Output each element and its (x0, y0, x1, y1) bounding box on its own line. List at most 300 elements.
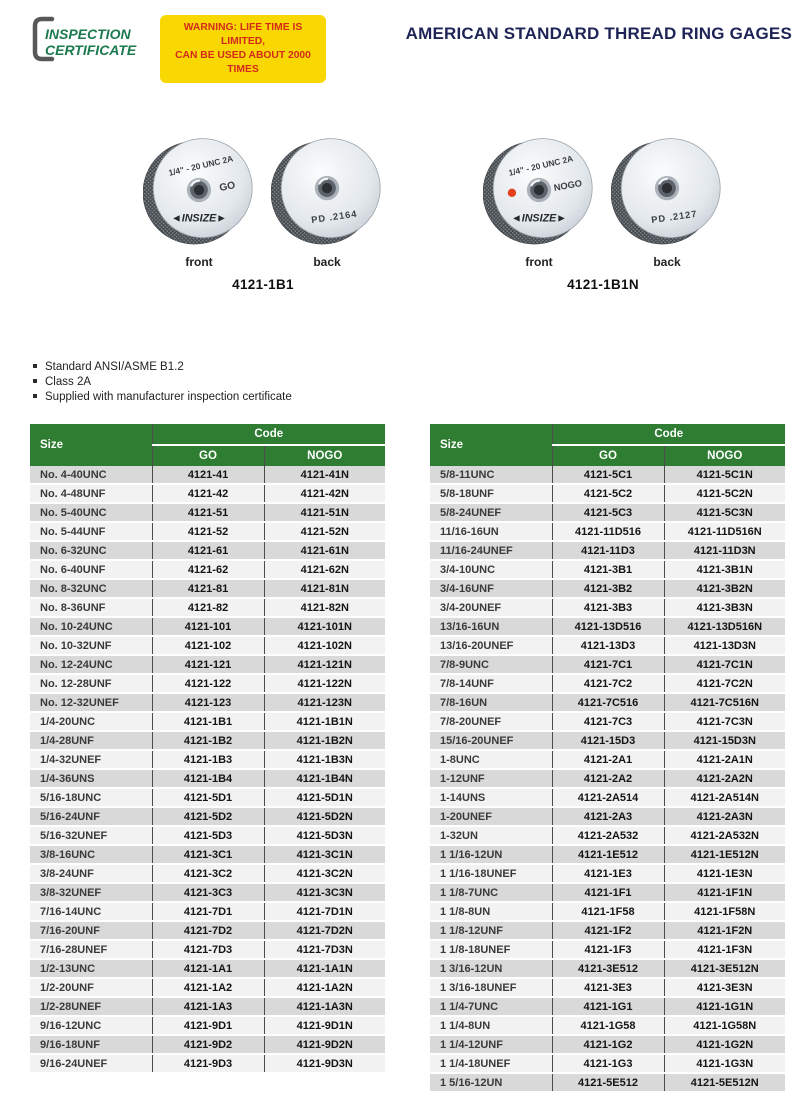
nogo-code-cell: 4121-1G3N (664, 1054, 785, 1073)
size-cell: 9/16-12UNC (30, 1016, 152, 1035)
table-row (430, 940, 785, 959)
feature-item (33, 390, 292, 405)
table-row (30, 617, 385, 636)
size-cell: 15/16-20UNEF (430, 731, 552, 750)
logo-text-line1: INSPECTION (45, 26, 131, 42)
size-cell: 1-32UN (430, 826, 552, 845)
nogo-code-cell: 4121-61N (264, 541, 385, 560)
nogo-code-cell: 4121-1F3N (664, 940, 785, 959)
go-code-cell: 4121-62 (152, 560, 264, 579)
size-cell: 1 1/4-7UNC (430, 997, 552, 1016)
thread-spec-engraving: 1/4" - 20 UNC 2A (167, 153, 235, 178)
pitch-diameter-engraving: PD .2127 (650, 208, 698, 226)
table-row (30, 674, 385, 693)
table-row (30, 864, 385, 883)
logo-text-line2: CERTIFICATE (45, 42, 137, 58)
go-code-cell: 4121-3C3 (152, 883, 264, 902)
table-row (430, 959, 785, 978)
table-row (430, 541, 785, 560)
nogo-code-cell: 4121-52N (264, 522, 385, 541)
table-row (30, 921, 385, 940)
go-gage-front-photo (143, 134, 255, 269)
size-column-header: Size (430, 424, 552, 466)
size-cell: 1/4-36UNS (30, 769, 152, 788)
size-cell: 7/16-20UNF (30, 921, 152, 940)
back-caption: back (313, 255, 341, 269)
size-cell: No. 12-28UNF (30, 674, 152, 693)
go-code-cell: 4121-9D1 (152, 1016, 264, 1035)
nogo-code-cell: 4121-5E512N (664, 1073, 785, 1092)
go-code-cell: 4121-2A2 (552, 769, 664, 788)
nogo-code-cell: 4121-7C516N (664, 693, 785, 712)
nogo-code-cell: 4121-3C1N (264, 845, 385, 864)
nogo-code-cell: 4121-7C2N (664, 674, 785, 693)
nogo-code-cell: 4121-7D3N (264, 940, 385, 959)
go-code-cell: 4121-52 (152, 522, 264, 541)
nogo-code-cell: 4121-51N (264, 503, 385, 522)
table-row (430, 1054, 785, 1073)
size-cell: 5/8-18UNF (430, 484, 552, 503)
nogo-code-cell: 4121-9D3N (264, 1054, 385, 1073)
size-column-header: Size (30, 424, 152, 466)
go-code-cell: 4121-7D1 (152, 902, 264, 921)
table-row (430, 902, 785, 921)
table-row (430, 921, 785, 940)
table-row (30, 1035, 385, 1054)
size-cell: 13/16-16UN (430, 617, 552, 636)
nogo-code-cell: 4121-11D3N (664, 541, 785, 560)
nogo-code-cell: 4121-7D1N (264, 902, 385, 921)
table-row (30, 579, 385, 598)
size-cell: 1 1/4-12UNF (430, 1035, 552, 1054)
size-cell: 1 1/8-12UNF (430, 921, 552, 940)
table-row (30, 598, 385, 617)
table-row (430, 674, 785, 693)
size-cell: 1-8UNC (430, 750, 552, 769)
go-code-cell: 4121-1A3 (152, 997, 264, 1016)
table-row (430, 617, 785, 636)
table-row (430, 522, 785, 541)
nogo-code-cell: 4121-81N (264, 579, 385, 598)
lifetime-warning-badge (160, 15, 326, 83)
nogo-code-cell: 4121-5D2N (264, 807, 385, 826)
size-cell: 9/16-24UNEF (30, 1054, 152, 1073)
nogo-code-cell: 4121-1G58N (664, 1016, 785, 1035)
size-cell: No. 10-32UNF (30, 636, 152, 655)
size-cell: 5/8-24UNEF (430, 503, 552, 522)
table-row (30, 1054, 385, 1073)
table-row (430, 1035, 785, 1054)
table-row (430, 750, 785, 769)
nogo-code-cell: 4121-1B4N (264, 769, 385, 788)
table-row (30, 807, 385, 826)
nogo-code-cell: 4121-2A1N (664, 750, 785, 769)
nogo-code-cell: 4121-2A3N (664, 807, 785, 826)
go-code-cell: 4121-1A1 (152, 959, 264, 978)
go-code-cell: 4121-1F58 (552, 902, 664, 921)
go-code-cell: 4121-5C1 (552, 466, 664, 484)
size-cell: 3/4-10UNC (430, 560, 552, 579)
size-cell: 3/8-32UNEF (30, 883, 152, 902)
nogo-code-cell: 4121-13D516N (664, 617, 785, 636)
nogo-gage-back-photo (611, 134, 723, 269)
bullet-icon (33, 379, 37, 383)
table-row (430, 845, 785, 864)
go-code-cell: 4121-7C3 (552, 712, 664, 731)
size-cell: 11/16-16UN (430, 522, 552, 541)
go-code-cell: 4121-81 (152, 579, 264, 598)
nogo-code-cell: 4121-7C1N (664, 655, 785, 674)
page-title: AMERICAN STANDARD THREAD RING GAGES (405, 24, 792, 43)
nogo-code-cell: 4121-1B3N (264, 750, 385, 769)
table-row (30, 940, 385, 959)
code-column-header: Code (152, 424, 385, 445)
nogo-code-cell: 4121-1G1N (664, 997, 785, 1016)
go-column-header: GO (552, 445, 664, 466)
product-nogo-gage (468, 134, 738, 292)
nogo-code-cell: 4121-3E512N (664, 959, 785, 978)
nogo-code-cell: 4121-1A1N (264, 959, 385, 978)
nogo-code-cell: 4121-7D2N (264, 921, 385, 940)
go-code-cell: 4121-5C2 (552, 484, 664, 503)
nogo-code-cell: 4121-1A2N (264, 978, 385, 997)
size-cell: 1 1/16-18UNEF (430, 864, 552, 883)
nogo-code-cell: 4121-9D2N (264, 1035, 385, 1054)
table-row (430, 978, 785, 997)
go-code-cell: 4121-1B2 (152, 731, 264, 750)
size-cell: 1-12UNF (430, 769, 552, 788)
go-column-header: GO (152, 445, 264, 466)
size-cell: 9/16-18UNF (30, 1035, 152, 1054)
size-cell: No. 6-32UNC (30, 541, 152, 560)
size-cell: 7/16-14UNC (30, 902, 152, 921)
size-cell: 1 1/8-8UN (430, 902, 552, 921)
go-code-cell: 4121-121 (152, 655, 264, 674)
go-code-cell: 4121-2A532 (552, 826, 664, 845)
table-row (430, 466, 785, 484)
go-code-cell: 4121-3B1 (552, 560, 664, 579)
feature-list (33, 360, 292, 405)
go-code-cell: 4121-7C1 (552, 655, 664, 674)
size-cell: No. 12-24UNC (30, 655, 152, 674)
size-cell: 3/8-16UNC (30, 845, 152, 864)
table-row (430, 560, 785, 579)
go-code-cell: 4121-1G58 (552, 1016, 664, 1035)
nogo-code-cell: 4121-82N (264, 598, 385, 617)
nogo-code-cell: 4121-9D1N (264, 1016, 385, 1035)
size-cell: 1/2-20UNF (30, 978, 152, 997)
table-row (30, 1016, 385, 1035)
model-code: 4121-1B1 (232, 277, 294, 292)
go-code-cell: 4121-3E512 (552, 959, 664, 978)
feature-item (33, 360, 292, 375)
nogo-code-cell: 4121-1B2N (264, 731, 385, 750)
nogo-code-cell: 4121-5C1N (664, 466, 785, 484)
go-code-cell: 4121-1G1 (552, 997, 664, 1016)
size-cell: 11/16-24UNEF (430, 541, 552, 560)
size-cell: 7/8-20UNEF (430, 712, 552, 731)
nogo-code-cell: 4121-1A3N (264, 997, 385, 1016)
size-cell: No. 10-24UNC (30, 617, 152, 636)
nogo-column-header: NOGO (664, 445, 785, 466)
nogo-code-cell: 4121-1E512N (664, 845, 785, 864)
feature-text: Class 2A (45, 376, 92, 388)
size-cell: 1/4-28UNF (30, 731, 152, 750)
go-gage-back-photo (271, 134, 383, 269)
go-code-cell: 4121-3B3 (552, 598, 664, 617)
table-row (430, 484, 785, 503)
table-row (430, 712, 785, 731)
go-code-cell: 4121-1G2 (552, 1035, 664, 1054)
size-cell: No. 8-36UNF (30, 598, 152, 617)
nogo-code-cell: 4121-1F58N (664, 902, 785, 921)
nogo-code-cell: 4121-62N (264, 560, 385, 579)
table-row (430, 598, 785, 617)
nogo-code-cell: 4121-1F2N (664, 921, 785, 940)
go-code-cell: 4121-3B2 (552, 579, 664, 598)
size-cell: 1 1/8-7UNC (430, 883, 552, 902)
table-row (30, 712, 385, 731)
size-cell: 1/2-13UNC (30, 959, 152, 978)
go-code-cell: 4121-7C2 (552, 674, 664, 693)
table-row (30, 731, 385, 750)
thread-spec-engraving: 1/4" - 20 UNC 2A (507, 153, 575, 178)
nogo-code-cell: 4121-5C3N (664, 503, 785, 522)
table-row (30, 750, 385, 769)
nogo-code-cell: 4121-13D3N (664, 636, 785, 655)
feature-text: Standard ANSI/ASME B1.2 (45, 361, 184, 373)
insize-brand-mark: ◄INSIZE► (171, 212, 227, 225)
go-code-cell: 4121-42 (152, 484, 264, 503)
go-code-cell: 4121-123 (152, 693, 264, 712)
feature-item (33, 375, 292, 390)
size-cell: 1 1/4-18UNEF (430, 1054, 552, 1073)
go-code-cell: 4121-15D3 (552, 731, 664, 750)
table-row (430, 1016, 785, 1035)
table-row (430, 997, 785, 1016)
table-row (430, 826, 785, 845)
size-cell: 1-20UNEF (430, 807, 552, 826)
table-row (30, 978, 385, 997)
nogo-code-cell: 4121-1G2N (664, 1035, 785, 1054)
nogo-code-cell: 4121-3C2N (264, 864, 385, 883)
go-code-cell: 4121-51 (152, 503, 264, 522)
table-row (30, 959, 385, 978)
table-row (430, 807, 785, 826)
size-cell: No. 5-40UNC (30, 503, 152, 522)
warning-line2: CAN BE USED ABOUT 2000 TIMES (175, 49, 311, 75)
size-cell: 1 3/16-18UNEF (430, 978, 552, 997)
size-cell: 5/16-18UNC (30, 788, 152, 807)
go-code-cell: 4121-13D3 (552, 636, 664, 655)
table-row (30, 560, 385, 579)
table-row (430, 636, 785, 655)
go-code-cell: 4121-41 (152, 466, 264, 484)
go-code-cell: 4121-2A514 (552, 788, 664, 807)
go-code-cell: 4121-2A3 (552, 807, 664, 826)
insize-brand-mark: ◄INSIZE► (511, 212, 567, 225)
table-row (30, 466, 385, 484)
nogo-code-cell: 4121-102N (264, 636, 385, 655)
table-row (430, 693, 785, 712)
nogo-code-cell: 4121-7C3N (664, 712, 785, 731)
go-code-cell: 4121-2A1 (552, 750, 664, 769)
go-code-cell: 4121-61 (152, 541, 264, 560)
go-code-cell: 4121-122 (152, 674, 264, 693)
table-row (30, 636, 385, 655)
table-row (430, 883, 785, 902)
size-cell: 5/16-32UNEF (30, 826, 152, 845)
go-code-cell: 4121-1E3 (552, 864, 664, 883)
nogo-code-cell: 4121-5D3N (264, 826, 385, 845)
nogo-code-cell: 4121-1F1N (664, 883, 785, 902)
size-cell: 13/16-20UNEF (430, 636, 552, 655)
table-row (430, 788, 785, 807)
nogo-code-cell: 4121-11D516N (664, 522, 785, 541)
back-caption: back (653, 255, 681, 269)
table-row (30, 503, 385, 522)
size-cell: 1-14UNS (430, 788, 552, 807)
size-cell: 7/8-14UNF (430, 674, 552, 693)
nogo-code-cell: 4121-3B3N (664, 598, 785, 617)
size-cell: No. 6-40UNF (30, 560, 152, 579)
go-code-cell: 4121-1A2 (152, 978, 264, 997)
table-row (30, 769, 385, 788)
table-row (30, 655, 385, 674)
nogo-gage-front-photo (483, 134, 595, 269)
size-cell: 7/8-9UNC (430, 655, 552, 674)
go-code-cell: 4121-3C1 (152, 845, 264, 864)
nogo-code-cell: 4121-3B2N (664, 579, 785, 598)
thread-sizes-table-left (30, 424, 385, 1074)
table-row (430, 731, 785, 750)
table-row (30, 997, 385, 1016)
go-code-cell: 4121-1B4 (152, 769, 264, 788)
nogo-code-cell: 4121-5C2N (664, 484, 785, 503)
go-code-cell: 4121-101 (152, 617, 264, 636)
nogo-code-cell: 4121-1B1N (264, 712, 385, 731)
go-code-cell: 4121-3C2 (152, 864, 264, 883)
table-row (30, 788, 385, 807)
go-code-cell: 4121-1F3 (552, 940, 664, 959)
go-code-cell: 4121-5D3 (152, 826, 264, 845)
nogo-code-cell: 4121-3B1N (664, 560, 785, 579)
go-code-cell: 4121-1B3 (152, 750, 264, 769)
nogo-code-cell: 4121-1E3N (664, 864, 785, 883)
size-cell: No. 4-40UNC (30, 466, 152, 484)
model-code: 4121-1B1N (567, 277, 639, 292)
table-row (430, 1073, 785, 1092)
size-cell: 5/16-24UNF (30, 807, 152, 826)
go-code-cell: 4121-9D2 (152, 1035, 264, 1054)
go-code-cell: 4121-82 (152, 598, 264, 617)
go-engraving: GO (218, 180, 237, 194)
size-cell: 1 1/16-12UN (430, 845, 552, 864)
table-row (30, 484, 385, 503)
size-cell: 1 3/16-12UN (430, 959, 552, 978)
nogo-code-cell: 4121-5D1N (264, 788, 385, 807)
nogo-code-cell: 4121-2A514N (664, 788, 785, 807)
table-row (30, 883, 385, 902)
nogo-engraving: NOGO (552, 178, 583, 193)
product-go-gage (128, 134, 398, 292)
table-row (430, 579, 785, 598)
table-row (430, 769, 785, 788)
size-cell: 7/8-16UN (430, 693, 552, 712)
table-row (30, 845, 385, 864)
thread-sizes-table-right (430, 424, 785, 1093)
pitch-diameter-engraving: PD .2164 (310, 208, 358, 226)
code-column-header: Code (552, 424, 785, 445)
nogo-red-dot (508, 189, 516, 197)
table-row (430, 864, 785, 883)
go-code-cell: 4121-1F1 (552, 883, 664, 902)
size-cell: 1 5/16-12UN (430, 1073, 552, 1092)
table-row (30, 522, 385, 541)
go-code-cell: 4121-1E512 (552, 845, 664, 864)
nogo-code-cell: 4121-122N (264, 674, 385, 693)
nogo-code-cell: 4121-15D3N (664, 731, 785, 750)
size-cell: 3/8-24UNF (30, 864, 152, 883)
go-code-cell: 4121-3E3 (552, 978, 664, 997)
front-caption: front (525, 255, 553, 269)
nogo-code-cell: 4121-123N (264, 693, 385, 712)
size-cell: No. 12-32UNEF (30, 693, 152, 712)
size-cell: No. 8-32UNC (30, 579, 152, 598)
go-code-cell: 4121-1F2 (552, 921, 664, 940)
nogo-code-cell: 4121-3E3N (664, 978, 785, 997)
go-code-cell: 4121-5E512 (552, 1073, 664, 1092)
go-code-cell: 4121-1B1 (152, 712, 264, 731)
bullet-icon (33, 364, 37, 368)
inspection-certificate-logo (28, 12, 166, 71)
warning-line1: WARNING: LIFE TIME IS LIMITED, (183, 22, 303, 47)
size-cell: 1 1/8-18UNEF (430, 940, 552, 959)
nogo-code-cell: 4121-3C3N (264, 883, 385, 902)
size-cell: 7/16-28UNEF (30, 940, 152, 959)
go-code-cell: 4121-5C3 (552, 503, 664, 522)
nogo-code-cell: 4121-2A532N (664, 826, 785, 845)
table-row (30, 826, 385, 845)
feature-text: Supplied with manufacturer inspection certificate (45, 391, 292, 403)
go-code-cell: 4121-7D3 (152, 940, 264, 959)
nogo-code-cell: 4121-42N (264, 484, 385, 503)
size-cell: 5/8-11UNC (430, 466, 552, 484)
table-row (430, 503, 785, 522)
go-code-cell: 4121-11D3 (552, 541, 664, 560)
nogo-code-cell: 4121-101N (264, 617, 385, 636)
table-row (430, 655, 785, 674)
size-cell: 1 1/4-8UN (430, 1016, 552, 1035)
size-cell: 3/4-16UNF (430, 579, 552, 598)
size-cell: No. 4-48UNF (30, 484, 152, 503)
nogo-code-cell: 4121-2A2N (664, 769, 785, 788)
table-row (30, 902, 385, 921)
go-code-cell: 4121-102 (152, 636, 264, 655)
go-code-cell: 4121-1G3 (552, 1054, 664, 1073)
go-code-cell: 4121-13D516 (552, 617, 664, 636)
size-cell: 1/4-32UNEF (30, 750, 152, 769)
go-code-cell: 4121-7D2 (152, 921, 264, 940)
bullet-icon (33, 394, 37, 398)
front-caption: front (185, 255, 213, 269)
table-row (30, 693, 385, 712)
go-code-cell: 4121-5D2 (152, 807, 264, 826)
nogo-column-header: NOGO (264, 445, 385, 466)
size-cell: 3/4-20UNEF (430, 598, 552, 617)
size-cell: No. 5-44UNF (30, 522, 152, 541)
go-code-cell: 4121-5D1 (152, 788, 264, 807)
